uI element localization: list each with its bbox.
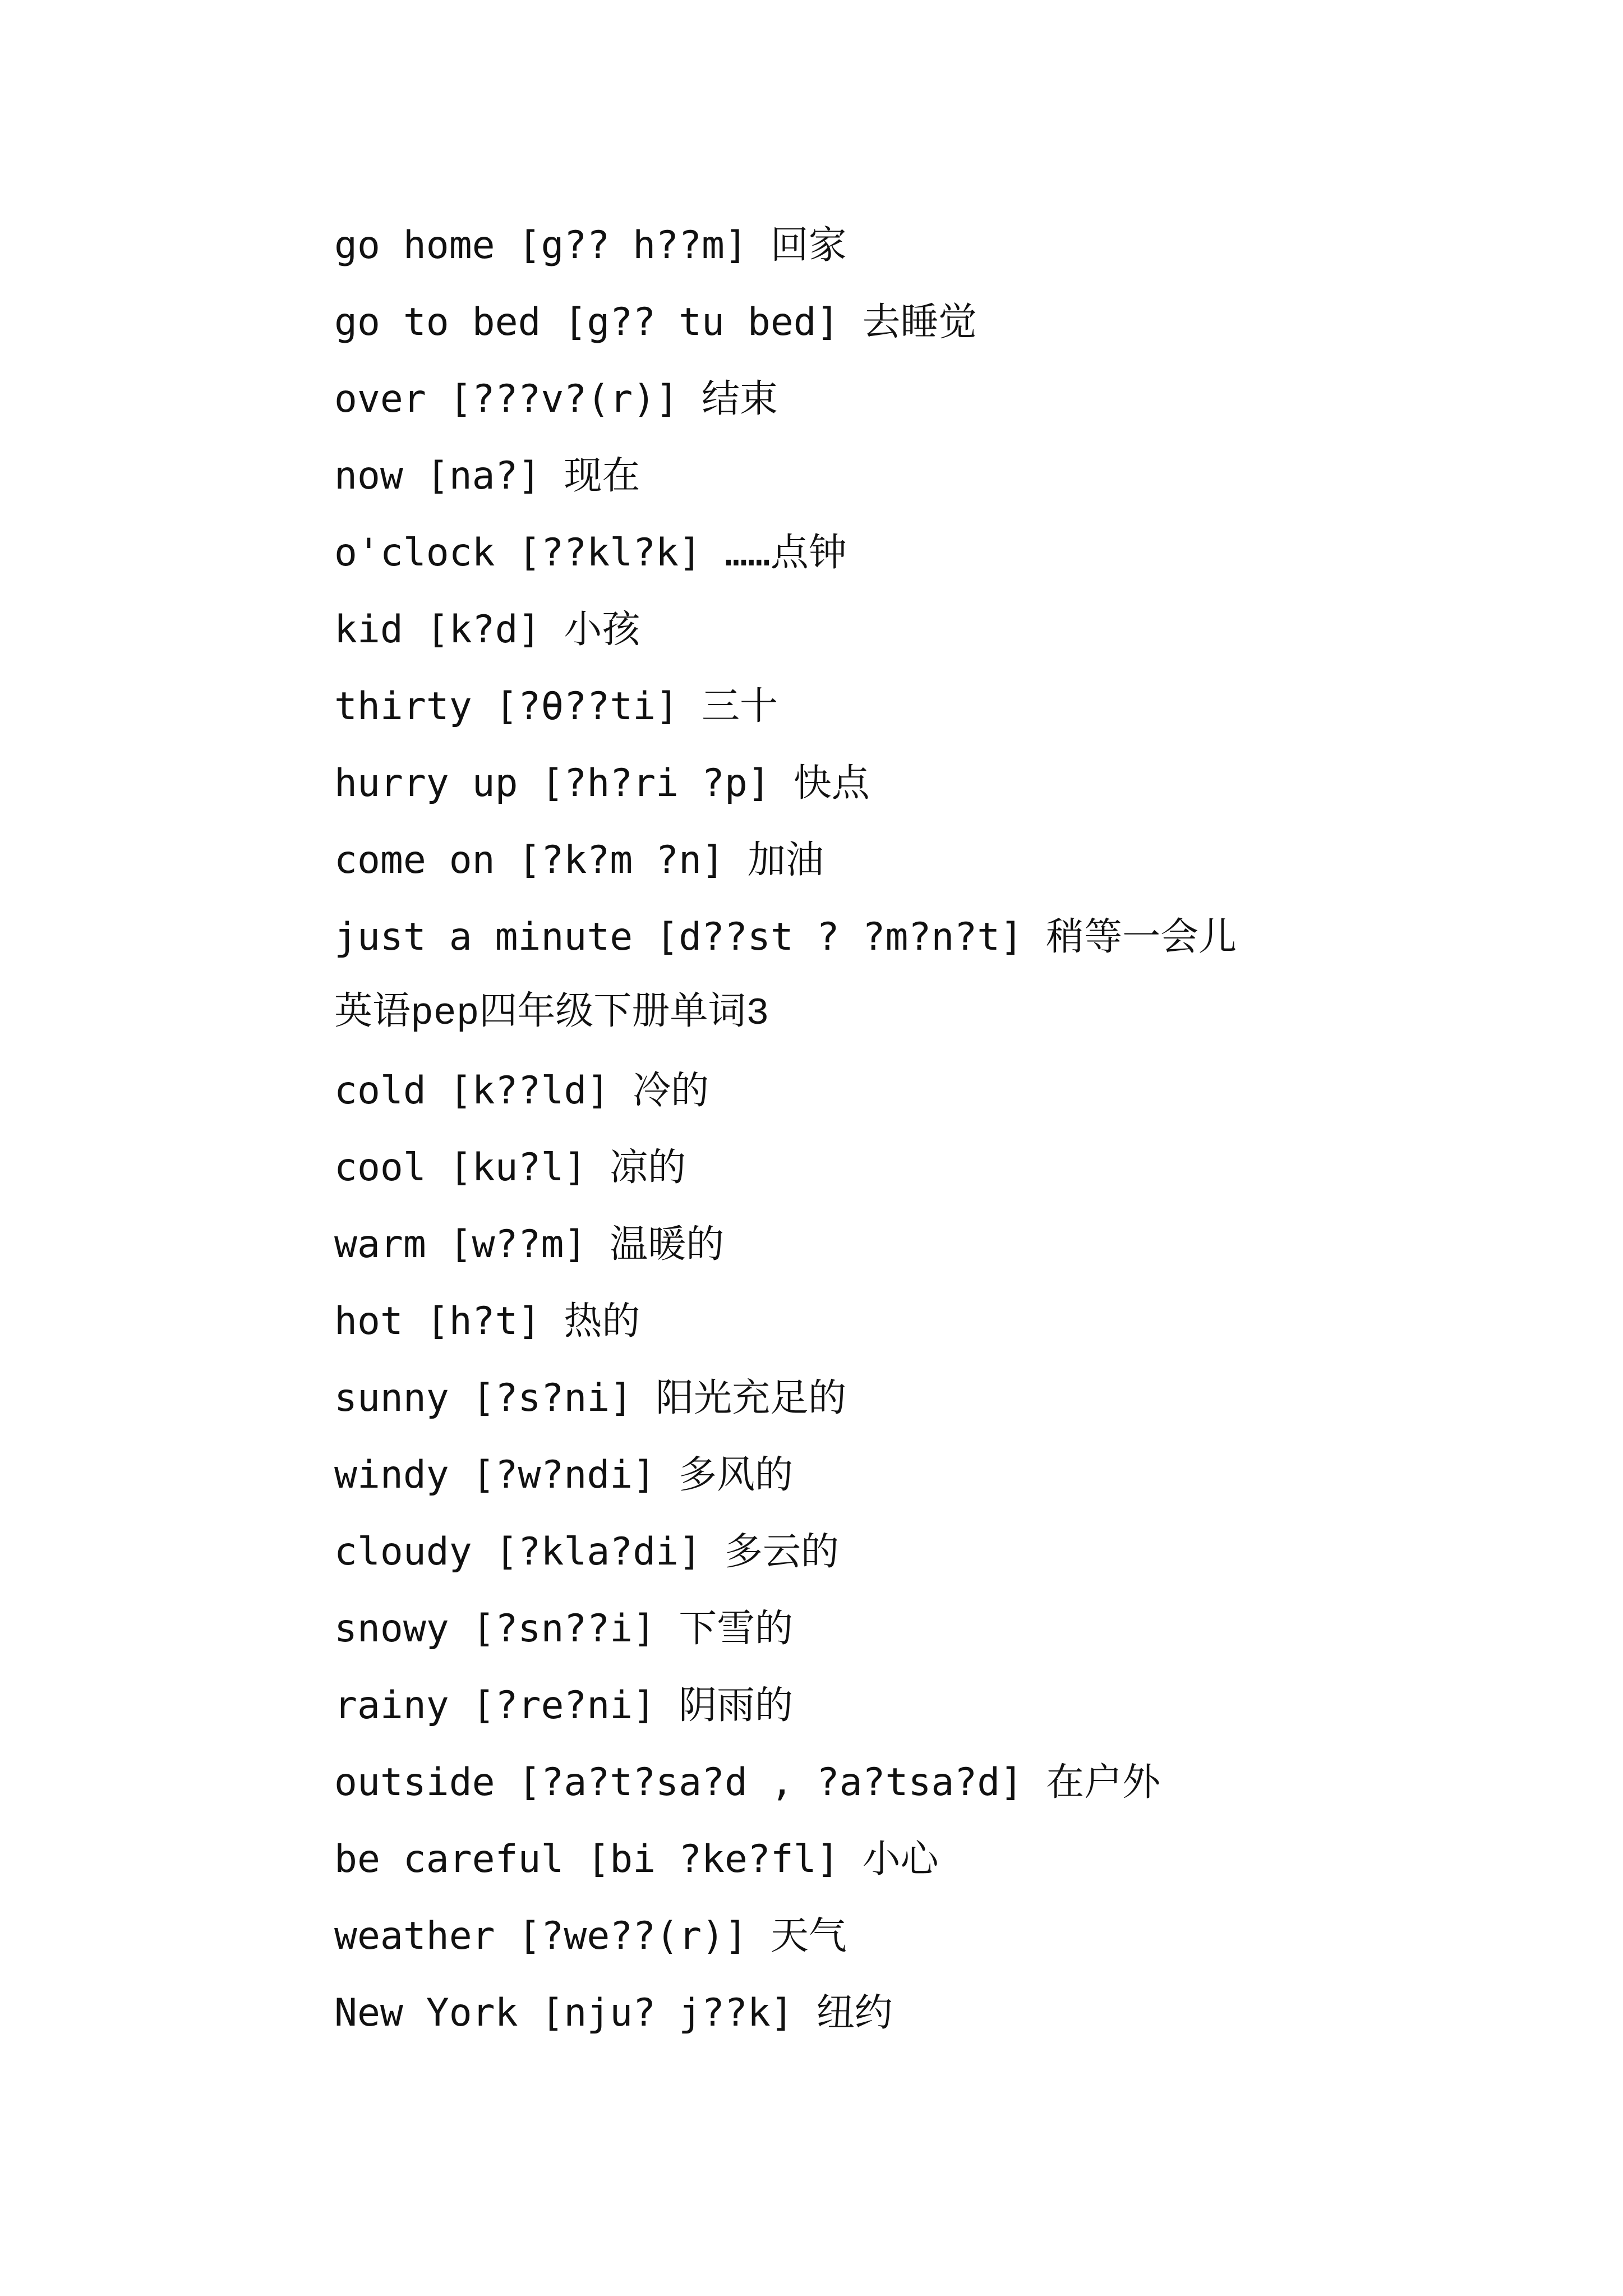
vocab-line: go home [g?? h??m] 回家 [334, 223, 847, 268]
vocab-line: now [na?] 现在 [334, 454, 640, 498]
vocab-line: thirty [?θ??ti] 三十 [334, 684, 778, 729]
vocab-line: hot [h?t] 热的 [334, 1299, 640, 1343]
vocab-line: kid [k?d] 小孩 [334, 608, 640, 652]
vocab-line: go to bed [g?? tu bed] 去睡觉 [334, 300, 977, 344]
vocabulary-list [334, 219, 1568, 2063]
vocab-line: rainy [?re?ni] 阴雨的 [334, 1683, 794, 1728]
vocab-line: cloudy [?kla?di] 多云的 [334, 1530, 839, 1574]
vocab-line: windy [?w?ndi] 多风的 [334, 1453, 794, 1497]
vocab-line: cold [k??ld] 冷的 [334, 1069, 709, 1113]
vocab-line: just a minute [d??st ? ?m?n?t] 稍等一会儿 [334, 915, 1237, 959]
vocab-line: over [???v?(r)] 结束 [334, 377, 778, 421]
vocab-line: be careful [bi ?ke?fl] 小心 [334, 1837, 939, 1881]
vocab-line: cool [ku?l] 凉的 [334, 1145, 686, 1190]
vocab-line: o'clock [??kl?k] ……点钟 [334, 531, 847, 575]
vocab-line: New York [nju? j??k] 纽约 [334, 1991, 893, 2035]
section-heading: 英语pep四年级下册单词3 [334, 992, 769, 1036]
vocab-line: sunny [?s?ni] 阳光充足的 [334, 1376, 847, 1420]
vocab-line: hurry up [?h?ri ?p] 快点 [334, 761, 870, 806]
vocab-line: outside [?a?t?sa?d , ?a?tsa?d] 在户外 [334, 1760, 1161, 1805]
vocab-line: snowy [?sn??i] 下雪的 [334, 1607, 794, 1651]
vocab-line: warm [w??m] 温暖的 [334, 1222, 725, 1267]
vocab-line: come on [?k?m ?n] 加油 [334, 838, 824, 882]
vocab-line: weather [?we??(r)] 天气 [334, 1914, 847, 1958]
